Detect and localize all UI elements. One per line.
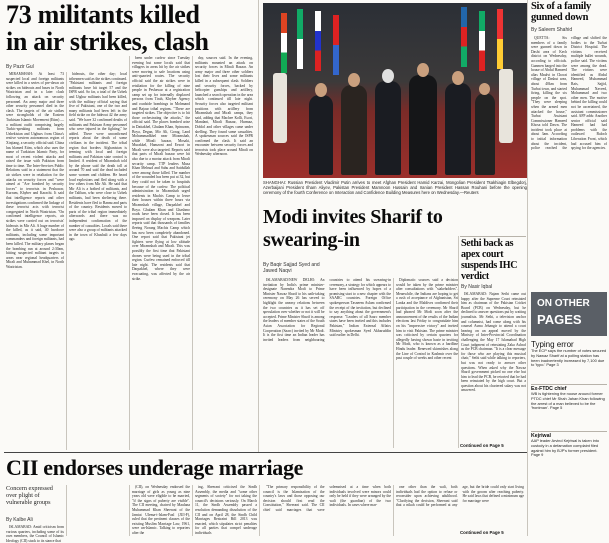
lead-col4-text: day, sources said. In the evening, militants mounted an attack on security forces in Mirali Bazaar. An army major and three other soldiers lost their lives and some militants killed in a subsequent clash. Soldiers and security forces, backed by helicopter gunships and artillery, launched a search operation in the area which continued till late night. Security forces also targeted militant positions with artillery from Miramshah and Mirali camps, they said, adding that Machee Kolli, Esori, Mandani, Mirali Bazaar, Hurmaz, Doblol and other villages came under shelling. They found some casualties. A spokesman sources said the ISPR confirmed the clash. It said an encounter between security forces and terrorists took place around Mirali on Wednesday afternoon.: [195, 56, 253, 157]
cii-column-4: [263, 485, 391, 536]
lead-column-3: [132, 56, 190, 450]
cii-deck: Concern expressed over plight of vulnerable groups: [6, 485, 53, 506]
sethi-column-body: [461, 292, 526, 442]
sidebar-item-kejriwal-body: AAP leader Arvind Kejriwal is taken into custody in a defamation complaint filed against him by BJP's former president. Page 9: [531, 438, 600, 458]
cii-col1-text: ISLAMABAD: Amid criticism from various quarters, including some of its own members, the Council of Islamic Ideology (CII) stuck to its stance that: [6, 525, 64, 543]
modi-continued[interactable]: Continued on Page 5: [460, 443, 504, 448]
cii-col5-text: one other than the wali, both individuals had the option to refuse or reconsider upon achieving adulthood. "Clarifying the decision, Sheerani said that a nikah could be performed at any age, but the bride could only start living with the groom after reaching puberty. He said laws that defined a minimum age for marriage were: [396, 485, 524, 508]
lead-column-4: [195, 56, 253, 450]
sethi-byline: By Nasir Iqbal: [461, 284, 493, 290]
modi-byline-line2: Jawed Naqvi: [263, 268, 292, 274]
lead-column-1: [6, 72, 64, 450]
lead-col3-text: been under curfew since Tuesday evening but some locals said that villagers in areas hit by the air strikes were moving to safe locations using anti-quarried routes. The security official said the air strikes were in retaliation for the killing of nine people in Peshawar at a registration camp set up for internally displaced persons from Tirah, Khyber Agency and roadside bombings in Mohmand and Bajaur tribal regions. "These are targeted strikes. The objective is to hit those orchestrating the attacks," the official said. The places bombed arise in Dattakhel, Ghulam Khan, Spinwam, Boya, Degan, Mir Ali, Gorag, Land Mohammadkhel near Miramshah, while Mirali bazaar, Mosaki, Murakkel, Hamzoni and Eesori in Mirali were also targeted. Reports said that parts of Mirali bazaar were hit also due to a mortar attack from Mirali security camp. TTP leaders Musa Khan Mehsud and Sahu and Saidullah were among those killed. The number of the wounded has been put at 32, but they could not be taken to hospitals because of the curfew. The political administration in Miramshah urged residents in Machis Camp to leave their houses within three hours via Miramshah village, Darpakhel and Boya. Ghulam Khan and Ghashmo roads have been closed. It has been imposed on display of weapons. Later reports said that thousands of families fleeing Norang Machis Camp which has now been completely abandoned. One report said that Pakistani jet fighters were flying at low altitude over Miramshah and Mirali. This was possibly the first time that Pakistani drones were being used in the tribal region. Curfew remained enforced till late night. The residents said that Darpakhel, where they were evacuating, was affected by the air strike.: [132, 56, 190, 281]
sidebar-item-ftdc[interactable]: [531, 386, 607, 430]
gunned-column: [531, 36, 607, 288]
sidebar-item-typing-title: Typing error: [531, 340, 574, 349]
cii-col4-text: "The primary responsibility of the council is the Islamisation of the country's laws and those opposing our decision should first read the Constitution," Sheerani said. The CII chief said marriages that were solemnised at a time when both individuals involved were minors could only be held if they were arranged by the wali (the guardian) of the two individuals. In cases where mar-: [263, 485, 391, 512]
sidebar-item-ftdc-title: Ex-FTDC chief: [531, 386, 567, 392]
modi-headline: Modi invites Sharif to swearing-in: [263, 206, 443, 251]
on-other-label: ON OTHER: [537, 298, 590, 309]
sidebar-item-kejriwal-title: Kejriwal: [531, 433, 551, 439]
cii-col2-text: (CII), on Wednesday endorsed the marriage of girls as young as nine years old were eligible to be married, "if the signs of puberty are visible". The CII meeting, chaired by Maulana Muhammad Khan Sheerani of the Jamiat Ulema-i-Islam-Fazl (JUI-F), ruled that the pertinent clauses of the existing Muslim Marriage Law, 1961, were un-Islamic. Talking to reporters after the: [132, 485, 190, 535]
photo-caption: SHANGHAI: Russian President Vladimir Putin arrives to meet Afghan President Hamid Karzai, Mongolian President Tsakhiagin Elbegdorj, Azerbaijani President Ilham Aliyev, Pakistan President Mamnoon Hussain and Iranian President Hassan Rouhani before the opening ceremony of the fourth Conference on Interaction and Confidence Building Measures here on Wednesday.—Reuters: [263, 180, 527, 196]
summit-photo: [263, 3, 527, 178]
gunned-col-text: QUETTA: Six members of a family were gunned down in Dasht area of Kech district on Wednesday, according to officials. Gunmen barged into the house of Abdul Hameed alias Maulvi in Chorai village of Dashut area, about 40km from Turbat town, and started firing, killing the six people on the spot. "They were sleeping when the armed men attacked the house," Turbat Assistant Commissioner Hameed Khosa told Dawn. The incident took place at about 3am. According to initial information about the incident, police reached the village and shifted the bodies to the Turbat District Hospital. The victims received multiple bullet wounds, police said. The victims were among the dead. The victims were identified as Abdul Hameed, Muhammad Rais, Sajjid, Muhammad Naveed, Mohammad and two other men. The motive behind the killing could not be ascertained, the assistant commissioner said. AFP adds: Another senior official said Hameed had had problems with the outlawed Baloch Liberation Front, which had accused him of spying for the agencies.: [531, 36, 607, 151]
modi-col1-text: ISLAMABAD/NEW DELHI: An invitation by India's prime minister-designate Narendra Modi to Prime Minister Nawaz Sharif to his oath-taking ceremony on May 26 has served to highlight the uneasy relations between the two countries as it has set off speculation over whether or not it will be accepted. Prime Minister Sharif is among the leaders of member states of the South Asian Association for Regional Cooperation (Saarc) invited by Mr Modi. It is the first time an Indian leader has invited leaders from neighbouring countries to attend his swearing-in ceremony, a strategy for which appears to have been influenced by hopes of a promising start to a new chapter with the SAARC countries. Foreign Office spokesperson Tasneem Aslam confirmed the receipt of the invitation, but declined to say anything about the government's response. "Leaders of all Saarc member states have been invited and this includes Pakistan," Indian External Affairs Ministry spokesman Syed Akbaruddin said earlier in Delhi.: [263, 278, 392, 342]
lead-col1-text: MIRAMSHAH: At least 73 suspected local and foreign militants were killed in a series of pre-dawn air strikes on hideouts and bases in North Waziristan and in a later clash following an attack on security personnel. An army major and three other security personnel died in the clash. The targets of the air strikes were strongholds of the Eastern Turkistan Islamic Movement (Etim) — a militant outfit comprising largely Turkic-speaking militants from Uzbekistan and Uighurs from China's restive western autonomous region of Xinjiang, a security official said. China has blamed Etim, which also uses the name of Turkistan Islamic Party, for most of recent violent attacks and raised the issue with Pakistan from time to time. The Inter-Services Public Relations said in a statement that the air strikes were in retaliation for the attacks on security forces and "were aimed at "Are bombed by security forces" to terrorists in Peshawar, Kurram, Khyber and Karachi. It said that intelligence reports and other investigations confirmed the linkage of these terrorist acts with terrorist congregated in North Waziristan. "On confirmed intelligence reports, air strikes were carried out on terrorists' hideouts in Mir Ali. A huge number of the killed, as it said, 40 hardcore militants, including some important commanders and foreign militants, had been killed. The military planes began the bombing run at around 2:30am, hitting suspected militant targets in areas near regional headquarters of Mirali and Muhammad Khel, in North Waziristan.: [6, 72, 64, 269]
lead-headline-line1: 73 militants killed: [6, 0, 200, 29]
modi-byline-line1: By Baqir Sajjad Syed and: [263, 262, 320, 268]
lead-column-2: [69, 72, 127, 450]
sidebar-item-typing-body: The ECP says the number of votes secured by Nawaz Sharif at a polling station has been inadvertently increased by 7,100 due to 'typo.' Page 3: [531, 348, 607, 368]
modi-byline: [263, 262, 383, 276]
sidebar-item-kejriwal[interactable]: [531, 433, 607, 473]
sidebar-item-ftdc-body: WB is tightening the noose around former PTDC chief Mr Shah Jahan Khan following the arrest of a man believed to be the 'frontman'. Page 5: [531, 391, 605, 411]
cii-column-1: [6, 525, 64, 543]
lead-headline-line2: in air strikes, clash: [6, 27, 209, 56]
pages-label: PAGES: [537, 312, 582, 327]
cii-col3-text: ing, Sheerani criticised the Sindh Assembly, the media and "some other segments of society" for not taking the council's decisions seriously. On March 11, the Sindh Assembly passed a resolution demanding dissolution of the CII and on April 28, the Sindh Child Marriages Restraint Bill 2013 was enacted, which stipulates strict penalties for all parties that compel underage individuals: [195, 485, 257, 535]
sidebar-item-typing[interactable]: [531, 340, 607, 382]
modi-column-1: [263, 278, 391, 448]
gunned-byline: By Saleem Shahid: [531, 27, 573, 33]
lead-col2-text: hideouts, the other day; local tribesmen said as the strikes continued. "Pakistani militants and foreign militants have hit target 57 and the ISPR said. So far, a total of the Uzbek and Uighur militants had been killed, with the military official saying that five of Pakistani, one of the two and many militants had been left in the field strike on the hideout 42 the army said. "We have 32 confirmed deaths of militants and Pakistan Army personnel who were injured in the fighting," he added. There were unconfirmed reports about the death of some civilians in the incident. The tribal region that borders Afghanistan is teeming with local and foreign militants and Pakistan state control is limited. A resident of Miranshah told by the phone said the death toll at around 70 and said the dead included some women and children. He heard loud explosions and fled along with a few others from Mir Ali. He said that Mir Ali is a hotbed of militants, and the Taliban, who were close to Uzbek militants, had been sheltering there. Residents have fled to Bannu and parts of the country. Residents moved to parts of the tribal region immediately afterwards and there was no independent confirmation of the number of casualties. Locals said there were also a group of militants attacked in the town of Khushali a few days ago.: [69, 72, 127, 242]
cii-column-2: [132, 485, 190, 536]
lead-headline: [6, 1, 268, 59]
cii-continued[interactable]: Continued on Page 5: [460, 530, 504, 535]
sethi-headline: Sethi back as apex court suspends IHC verdict: [461, 238, 518, 282]
cii-column-5: [396, 485, 524, 530]
gunned-headline: Six of a family gunned down: [531, 1, 591, 23]
lead-byline: By Pazir Gul: [6, 64, 34, 70]
cii-column-3: [195, 485, 257, 536]
modi-column-2: [396, 278, 458, 442]
sethi-col-text: ISLAMABAD: Najam Sethi came out happy after the Supreme Court reinstated him as chairman of the Pakistan Cricket Board (PCB) on Wednesday, but he declined to answer questions put by waiting journalists. Mr Sethi, a television anchor and columnist, had come along with his counsel Asma Jehangir to attend a court hearing on an appeal moved by the Ministry of Inter-Provincial Coordination challenging the May 17 Islamabad High Court judgment of reinstating Zaka Ashraf as the PCB chairman. "It is a clear message for those who are playing this musical chair," Sethi said while talking to reporters, but was not ready to answer other questions. When asked why the Nawaz Sharif government picked no one else but him to lead the PCB, he retorted that he had been reinstated by the high court. But a question about his chartered salary was not answered.: [461, 292, 526, 393]
cii-byline: By Kalbe Ali: [6, 517, 33, 523]
on-other-pages-banner: [531, 292, 607, 336]
modi-col2-text: Diplomatic sources said a decision would be taken by the prime minister after consultations with "stakeholders". Meanwhile, the Indians are hoping to get a rush of acceptance of Afghanistan, Sri Lanka and the Maldives confirmed their participation in the ceremony. Mr Sharif had phoned Mr Modi soon after the announcement of the results of the Indian elections last Friday to congratulate him on his "impressive victory" and invited him to visit Pakistan. The prime minister was criticised by certain quarters for allegedly having shown haste in inviting Mr Modi, who is known as a hardline Hindu leader. Renewed skirmishes along the Line of Control in Kashmir over the past couple of weeks and other recent: [396, 278, 458, 361]
cii-headline: CII endorses underage marriage: [6, 455, 304, 480]
